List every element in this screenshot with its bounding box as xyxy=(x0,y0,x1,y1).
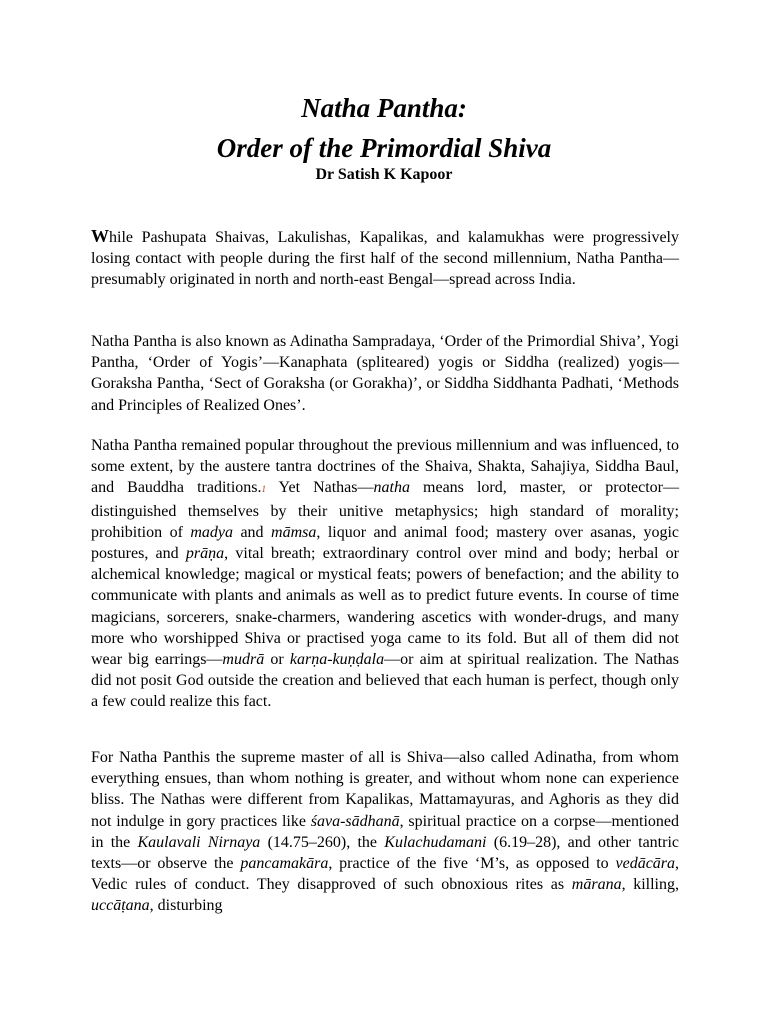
text-run: , spiritual practice on a corpse—mentioned in the xyxy=(91,812,679,851)
text-run: means lord, master, or protector—distinguished themselves by their unitive metaphysics; high standard of morality; prohibition of xyxy=(91,479,680,541)
text-run: , practice of the five ‘M’s, as opposed to xyxy=(328,855,616,873)
text-run: and xyxy=(233,523,272,541)
italic-term: śava-sādhanā xyxy=(310,812,400,830)
text-run: , killing, xyxy=(621,876,680,894)
italic-term: prāṇa xyxy=(185,545,225,563)
paragraph-2-text: Natha Pantha is also known as Adinatha Sampradaya, ‘Order of the Primordial Shiva’, Yogi Pantha, ‘Order of Yogis’—Kanaphata (spliteared) yogis or Siddha (realized) yogis—Goraksha Pantha, ‘Sect of Goraksha (or Gorakha)’, or Siddha Siddhanta Padhati, ‘Methods and Principles of Realized Ones’. xyxy=(91,333,679,414)
paragraph-4 xyxy=(91,747,679,917)
author-name: Dr Satish K Kapoor xyxy=(315,166,453,183)
text-run: Natha Pantha remained popular throughout the previous millennium and was influenced, to some extent, by the austere tantra doctrines of the Shaiva, Shakta, Sahajiya, Siddha Baul, and Bauddha traditions. xyxy=(91,437,679,497)
italic-term: Kaulavali Nirnaya xyxy=(137,833,261,851)
paragraph-1 xyxy=(91,226,679,291)
text-run: or xyxy=(264,651,290,669)
text-run: For Natha Panthis the supreme master of all is Shiva—also called Adinatha, from whom everything ensues, than whom nothing is greater, and without whom none can experience bliss. The Nathas were different from Kapalikas, Mattamayuras, and Aghoris as they did not indulge in gory practices like xyxy=(91,749,679,830)
text-run: (14.75–260), the xyxy=(260,833,385,851)
italic-term: māmsa xyxy=(271,523,317,541)
text-run: , liquor and animal food; mastery over asanas, yogic postures, and xyxy=(91,523,679,563)
text-run: —or aim at spiritual realization. The Nathas did not posit God outside the creation and believed that each human is perfect, though only a few could realize this fact. xyxy=(91,651,679,711)
paragraph-1-text: hile Pashupata Shaivas, Lakulishas, Kapalikas, and kalamukhas were progressively losing contact with people during the first half of the second millennium, Natha Pantha—presumably originated in north and north-east Bengal—spread across India. xyxy=(91,229,679,289)
text-run: , vital breath; extraordinary control over mind and body; herbal or alchemical knowledge; magical or mystical feats; powers of benefaction; and the ability to communicate with plants and animals as well as to predict future events. In course of time magicians, sorcerers, snake-charmers, wandering ascetics with wonder-drugs, and many more who worshipped Shiva or practised yoga came to its fold. But all of them did not wear big earrings— xyxy=(91,545,680,669)
text-run: (6.19–28), and other tantric texts—or observe the xyxy=(91,833,680,873)
italic-term: natha xyxy=(373,479,410,497)
italic-term: karṇa-kuṇḍala xyxy=(289,651,385,669)
italic-term: mārana xyxy=(571,876,622,894)
italic-term: vedācāra xyxy=(615,855,676,873)
text-run: , Vedic rules of conduct. They disapproved of such obnoxious rites as xyxy=(91,855,680,894)
italic-term: pancamakāra xyxy=(240,855,329,873)
italic-term: uccāṭana xyxy=(91,897,150,915)
title-line-1: Natha Pantha: xyxy=(301,93,467,123)
paragraph-3 xyxy=(91,435,679,713)
italic-term: Kulachudamani xyxy=(384,833,487,851)
text-run: , disturbing xyxy=(149,897,223,915)
paragraph-2 xyxy=(91,331,679,416)
text-run: Yet Nathas— xyxy=(266,479,374,497)
footnote-link[interactable]: 1 xyxy=(261,484,267,495)
italic-term: mudrā xyxy=(222,651,265,669)
title-line-2: Order of the Primordial Shiva xyxy=(216,133,552,163)
drop-cap: W xyxy=(91,226,109,246)
italic-term: madya xyxy=(190,523,233,541)
